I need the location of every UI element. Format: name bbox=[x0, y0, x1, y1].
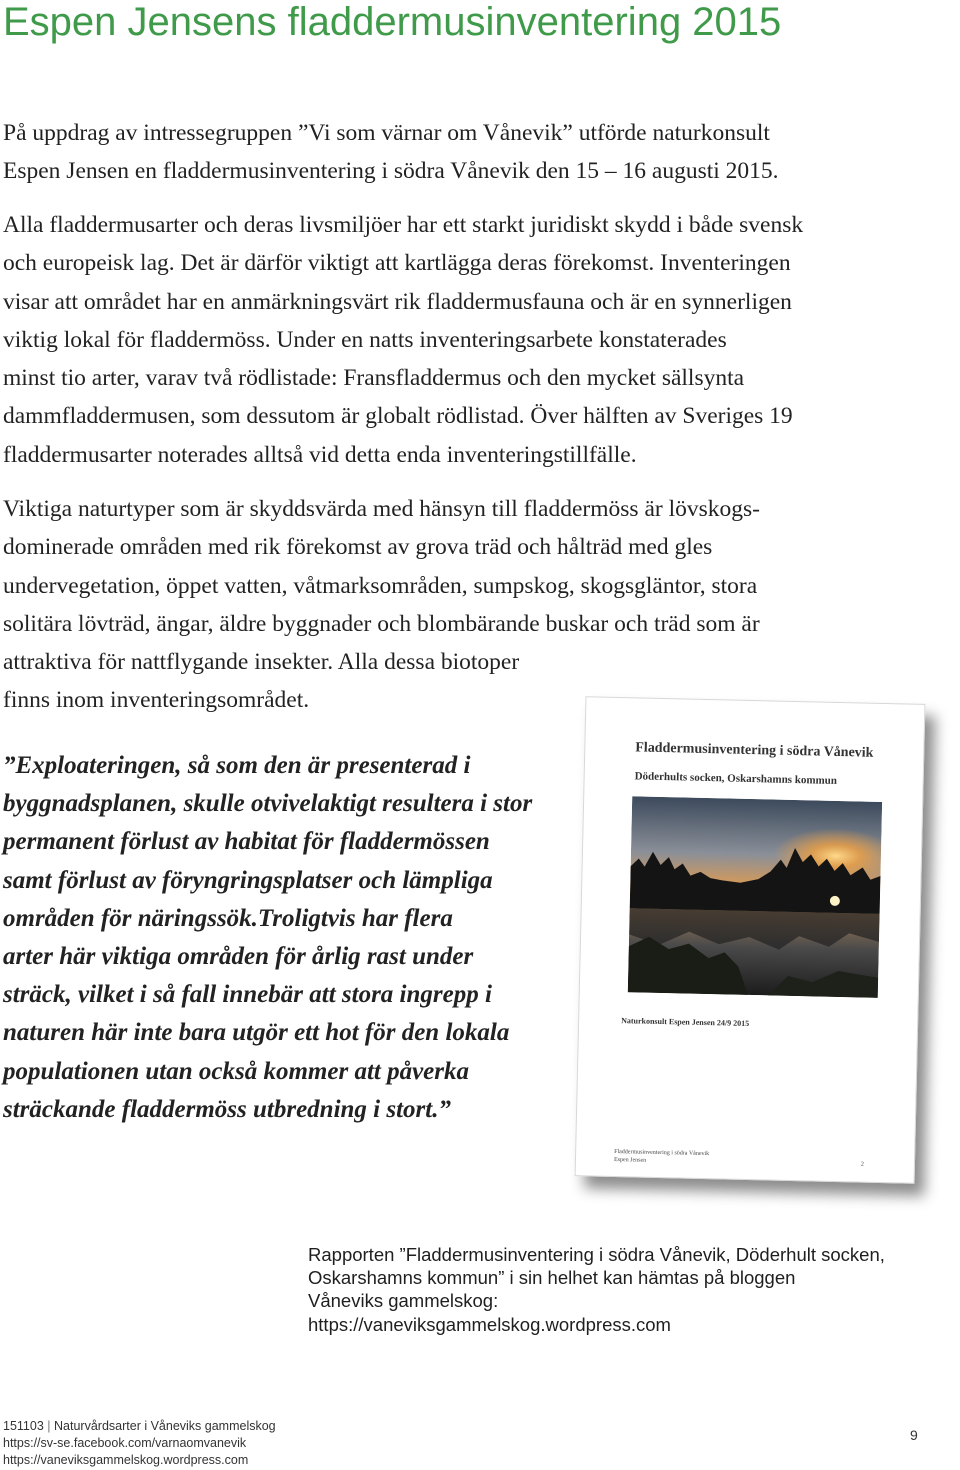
footer-code: 151103 bbox=[3, 1419, 44, 1433]
report-cover-thumbnail bbox=[575, 696, 926, 1184]
report-cover-subtitle: Döderhults socken, Oskarshamns kommun bbox=[634, 770, 838, 787]
body-line: viktig lokal för fladdermöss. Under en natts inventeringsarbete konstaterades bbox=[3, 326, 727, 353]
page-footer bbox=[3, 1418, 276, 1469]
quote-line: permanent förlust av habitat för fladdermössen bbox=[3, 828, 490, 856]
caption-link[interactable]: https://vaneviksgammelskog.wordpress.com bbox=[308, 1313, 671, 1335]
body-line: fladdermusarter noterades alltså vid detta enda inventeringstillfälle. bbox=[3, 441, 637, 468]
intro-line: På uppdrag av intressegruppen ”Vi som värnar om Vånevik” utförde naturkonsult bbox=[3, 120, 770, 146]
body-line: dammfladdermusen, som dessutom är globalt rödlistad. Över hälften av Sveriges 19 bbox=[3, 403, 793, 430]
legal-protection-paragraph bbox=[3, 206, 803, 474]
report-cover-author: Naturkonsult Espen Jensen 24/9 2015 bbox=[621, 1016, 750, 1029]
quote-line: samt förlust av föryngringsplatser och lämpliga bbox=[3, 866, 493, 894]
footer-blog-link[interactable]: https://vaneviksgammelskog.wordpress.com bbox=[3, 1453, 249, 1467]
habitat-line: undervegetation, öppet vatten, våtmarksområden, sumpskog, skogsgläntor, stora bbox=[3, 572, 758, 599]
pull-quote bbox=[3, 747, 532, 1129]
report-cover-page-number: 2 bbox=[860, 1161, 865, 1168]
quote-line: sträck, vilket i så fall innebär att stora ingrepp i bbox=[3, 981, 492, 1009]
habitat-line: dominerade områden med rik förekomst av grova träd och hålträd med gles bbox=[3, 534, 713, 561]
caption-line: Oskarshamns kommun” i sin helhet kan hämtas på bloggen bbox=[308, 1267, 796, 1289]
quote-line: arter här viktiga områden för årlig rast under bbox=[3, 943, 474, 971]
body-line: Alla fladdermusarter och deras livsmiljöer har ett starkt juridiskt skydd i både svensk bbox=[3, 212, 804, 238]
quote-line: sträckande fladdermöss utbredning i stort.” bbox=[3, 1095, 451, 1123]
lake-sunset-photo bbox=[628, 796, 882, 998]
quote-line: ”Exploateringen, så som den är presenterad i bbox=[3, 752, 471, 779]
habitat-line: solitära lövträd, ängar, äldre byggnader och blombärande buskar och träd som är bbox=[3, 610, 760, 637]
habitat-paragraph bbox=[3, 490, 760, 720]
report-cover-title: Fladdermusinventering i södra Vånevik bbox=[635, 740, 874, 761]
quote-line: naturen här inte bara utgör ett hot för den lokala bbox=[3, 1019, 510, 1047]
report-cover-footer-line: Espen Jensen bbox=[613, 1156, 647, 1164]
habitat-line: finns inom inventeringsområdet. bbox=[3, 687, 310, 714]
footer-publication: Naturvårdsarter i Våneviks gammelskog bbox=[54, 1419, 276, 1433]
footer-publication-line bbox=[3, 1418, 276, 1435]
caption-line: Rapporten ”Fladdermusinventering i södra Vånevik, Döderhult socken, bbox=[308, 1244, 885, 1265]
intro-line: Espen Jensen en fladdermusinventering i södra Vånevik den 15 – 16 augusti 2015. bbox=[3, 158, 779, 185]
habitat-line: Viktiga naturtyper som är skyddsvärda med hänsyn till fladdermöss är lövskogs- bbox=[3, 496, 760, 522]
body-line: minst tio arter, varav två rödlistade: Fransfladdermus och den mycket sällsynta bbox=[3, 365, 745, 392]
quote-line: områden för näringssök.Troligtvis har flera bbox=[3, 904, 453, 932]
quote-line: byggnadsplanen, skulle otvivelaktigt resultera i stor bbox=[3, 790, 533, 818]
body-line: visar att området har en anmärkningsvärt rik fladdermusfauna och är en synnerligen bbox=[3, 288, 792, 315]
report-cover-footer-line: Fladdermusinventering i södra Vånevik bbox=[614, 1148, 710, 1158]
intro-paragraph bbox=[3, 114, 779, 191]
page-title: Espen Jensens fladdermusinventering 2015 bbox=[3, 0, 782, 44]
footer-separator: | bbox=[47, 1419, 51, 1433]
report-caption bbox=[308, 1243, 885, 1336]
caption-line: Våneviks gammelskog: bbox=[308, 1290, 499, 1312]
quote-line: populationen utan också kommer att påverka bbox=[3, 1057, 470, 1085]
footer-facebook-link[interactable]: https://sv-se.facebook.com/varnaomvanevik bbox=[3, 1436, 247, 1450]
report-cover-footer bbox=[614, 1148, 709, 1166]
body-line: och europeisk lag. Det är därför viktigt att kartlägga deras förekomst. Inventeringen bbox=[3, 250, 791, 277]
page-number: 9 bbox=[910, 1427, 918, 1443]
habitat-line: attraktiva för nattflygande insekter. Alla dessa biotoper bbox=[3, 649, 520, 676]
